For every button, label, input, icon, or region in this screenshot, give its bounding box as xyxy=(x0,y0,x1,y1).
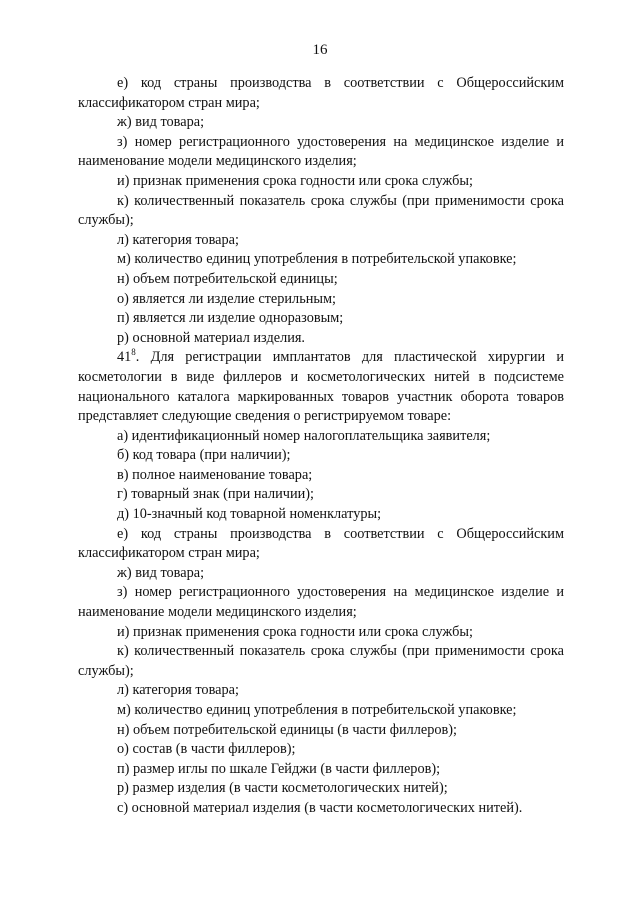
list-item: п) является ли изделие одноразовым; xyxy=(117,310,344,327)
list-item: п) размер иглы по шкале Гейджи (в части филлеров); xyxy=(117,760,441,777)
section-superscript: 8 xyxy=(131,347,136,358)
list-item: к) количественный показатель срока службы (при применимости срока службы); xyxy=(78,643,564,679)
list-item: л) категория товара; xyxy=(117,231,239,248)
section-text: . Для регистрации имплантатов для пластической хирургии и косметологии в виде филлеров и косметологических нитей в подсистеме национального каталога маркированных товаров участник оборота товаров представляет следующие сведения о регистрируемом товаре: xyxy=(78,349,564,425)
list-item: з) номер регистрационного удостоверения на медицинское изделие и наименование модели медицинского изделия; xyxy=(78,133,564,170)
list-item: н) объем потребительской единицы; xyxy=(117,270,338,287)
list-item: о) состав (в части филлеров); xyxy=(117,741,296,758)
list-item: ж) вид товара; xyxy=(117,114,205,131)
document-body xyxy=(78,74,564,819)
section-paragraph xyxy=(78,348,564,426)
list-item: е) код страны производства в соответствии с Общероссийским классификатором стран мира; xyxy=(78,75,564,111)
page-number: 16 xyxy=(312,42,328,58)
list-item: з) номер регистрационного удостоверения на медицинское изделие и наименование модели медицинского изделия; xyxy=(78,584,564,621)
list-item: и) признак применения срока годности или срока службы; xyxy=(117,623,473,640)
list-item: м) количество единиц употребления в потребительской упаковке; xyxy=(117,702,517,718)
list-item: м) количество единиц употребления в потребительской упаковке; xyxy=(117,251,517,268)
list-item: д) 10-значный код товарной номенклатуры; xyxy=(117,506,382,523)
list-item: б) код товара (при наличии); xyxy=(117,447,291,464)
list-item: и) признак применения срока годности или срока службы; xyxy=(117,172,473,189)
list-item: с) основной материал изделия (в части косметологических нитей). xyxy=(117,799,523,816)
list-item: г) товарный знак (при наличии); xyxy=(117,486,315,503)
list-item: о) является ли изделие стерильным; xyxy=(117,290,336,307)
list-item: н) объем потребительской единицы (в части филлеров); xyxy=(117,721,458,738)
list-item: р) размер изделия (в части косметологических нитей); xyxy=(117,780,448,797)
list-item: р) основной материал изделия. xyxy=(117,329,306,346)
list-item: к) количественный показатель срока службы (при применимости срока службы); xyxy=(78,192,564,229)
list-item: в) полное наименование товара; xyxy=(117,466,313,483)
list-item: е) код страны производства в соответствии с Общероссийским классификатором стран мира; xyxy=(78,525,564,562)
list-item: ж) вид товара; xyxy=(117,564,205,581)
list-item: а) идентификационный номер налогоплательщика заявителя; xyxy=(117,427,491,444)
section-number: 41 xyxy=(117,349,132,366)
list-item: л) категория товара; xyxy=(117,682,239,699)
